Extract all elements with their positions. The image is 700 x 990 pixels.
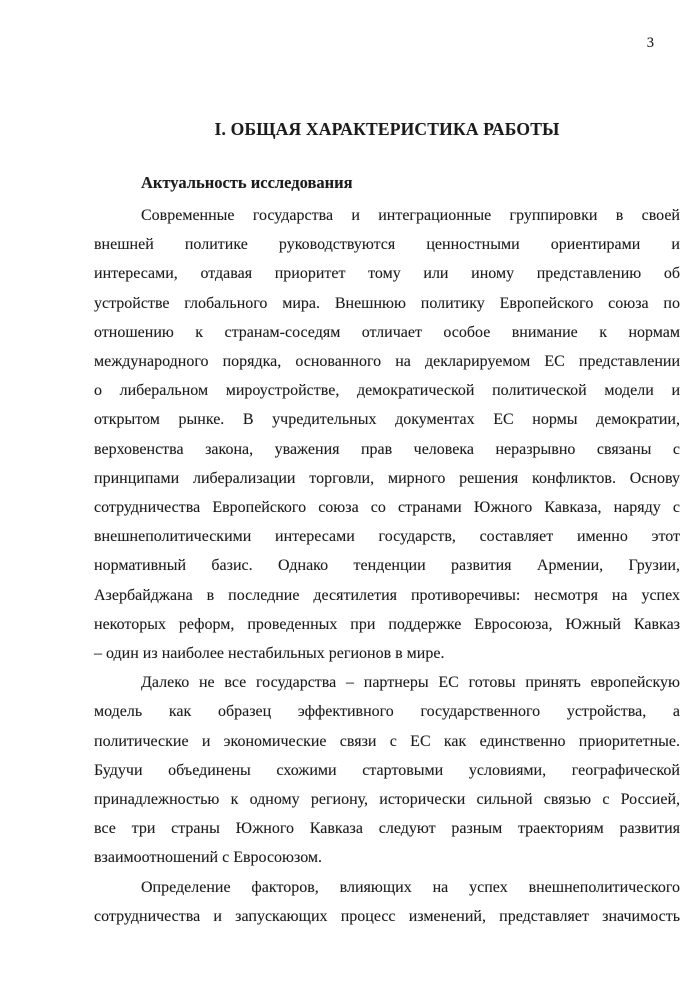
text-line: Современные государства и интеграционные группировки в своей (141, 207, 680, 224)
text-line: внешнеполитическими интересами государств, составляет именно этот (94, 528, 680, 546)
text-line: международного порядка, основанного на декларируемом ЕС представлении (94, 353, 680, 371)
text-line: некоторых реформ, проведенных при поддержке Евросоюза, Южный Кавказ (94, 615, 680, 633)
text-line: сотрудничества и запускающих процесс изменений, представляет значимость (94, 907, 680, 925)
text-line: интересами, отдавая приоритет тому или иному представлению об (94, 265, 680, 283)
paragraph (94, 201, 680, 668)
text-line: принципами либерализации торговли, мирного решения конфликтов. Основу (94, 469, 680, 487)
text-line: о либеральном мироустройстве, демократической политической модели и (94, 382, 680, 400)
document-body (94, 201, 680, 931)
text-line: политические и экономические связи с ЕС как единственно приоритетные. (94, 732, 680, 750)
text-line: Далеко не все государства – партнеры ЕС готовы принять европейскую (141, 674, 680, 692)
text-line: – один из наиболее нестабильных регионов в мире. (94, 645, 445, 663)
text-line: нормативный базис. Однако тенденции развития Армении, Грузии, (94, 557, 680, 575)
text-line: внешней политике руководствуются ценностными ориентирами и (94, 236, 680, 254)
paragraph (94, 668, 680, 872)
text-line: сотрудничества Европейского союза со странами Южного Кавказа, наряду с (94, 499, 680, 517)
paragraph (94, 873, 680, 931)
text-line: верховенства закона, уважения прав человека неразрывно связаны с (94, 440, 680, 458)
text-line: открытом рынке. В учредительных документах ЕС нормы демократии, (94, 411, 680, 429)
section-heading: Актуальность исследования (141, 173, 353, 192)
text-line: отношению к странам-соседям отличает особое внимание к нормам (94, 323, 680, 341)
text-line: Азербайджана в последние десятилетия противоречивы: несмотря на успех (94, 586, 680, 604)
text-line: Будучи объединены схожими стартовыми условиями, географической (94, 761, 680, 779)
document-title: I. ОБЩАЯ ХАРАКТЕРИСТИКА РАБОТЫ (214, 119, 560, 139)
text-line: модель как образец эффективного государственного устройства, а (94, 703, 680, 721)
text-line: все три страны Южного Кавказа следуют разным траекториям развития (94, 820, 680, 838)
text-line: Определение факторов, влияющих на успех внешнеполитического (141, 878, 680, 896)
text-line: взаимоотношений с Евросоюзом. (94, 849, 323, 867)
page-content (94, 118, 680, 931)
text-line: устройстве глобального мира. Внешнюю политику Европейского союза по (94, 294, 680, 312)
page-number: 3 (646, 35, 654, 51)
text-line: принадлежностью к одному региону, исторически сильной связью с Россией, (94, 791, 680, 809)
